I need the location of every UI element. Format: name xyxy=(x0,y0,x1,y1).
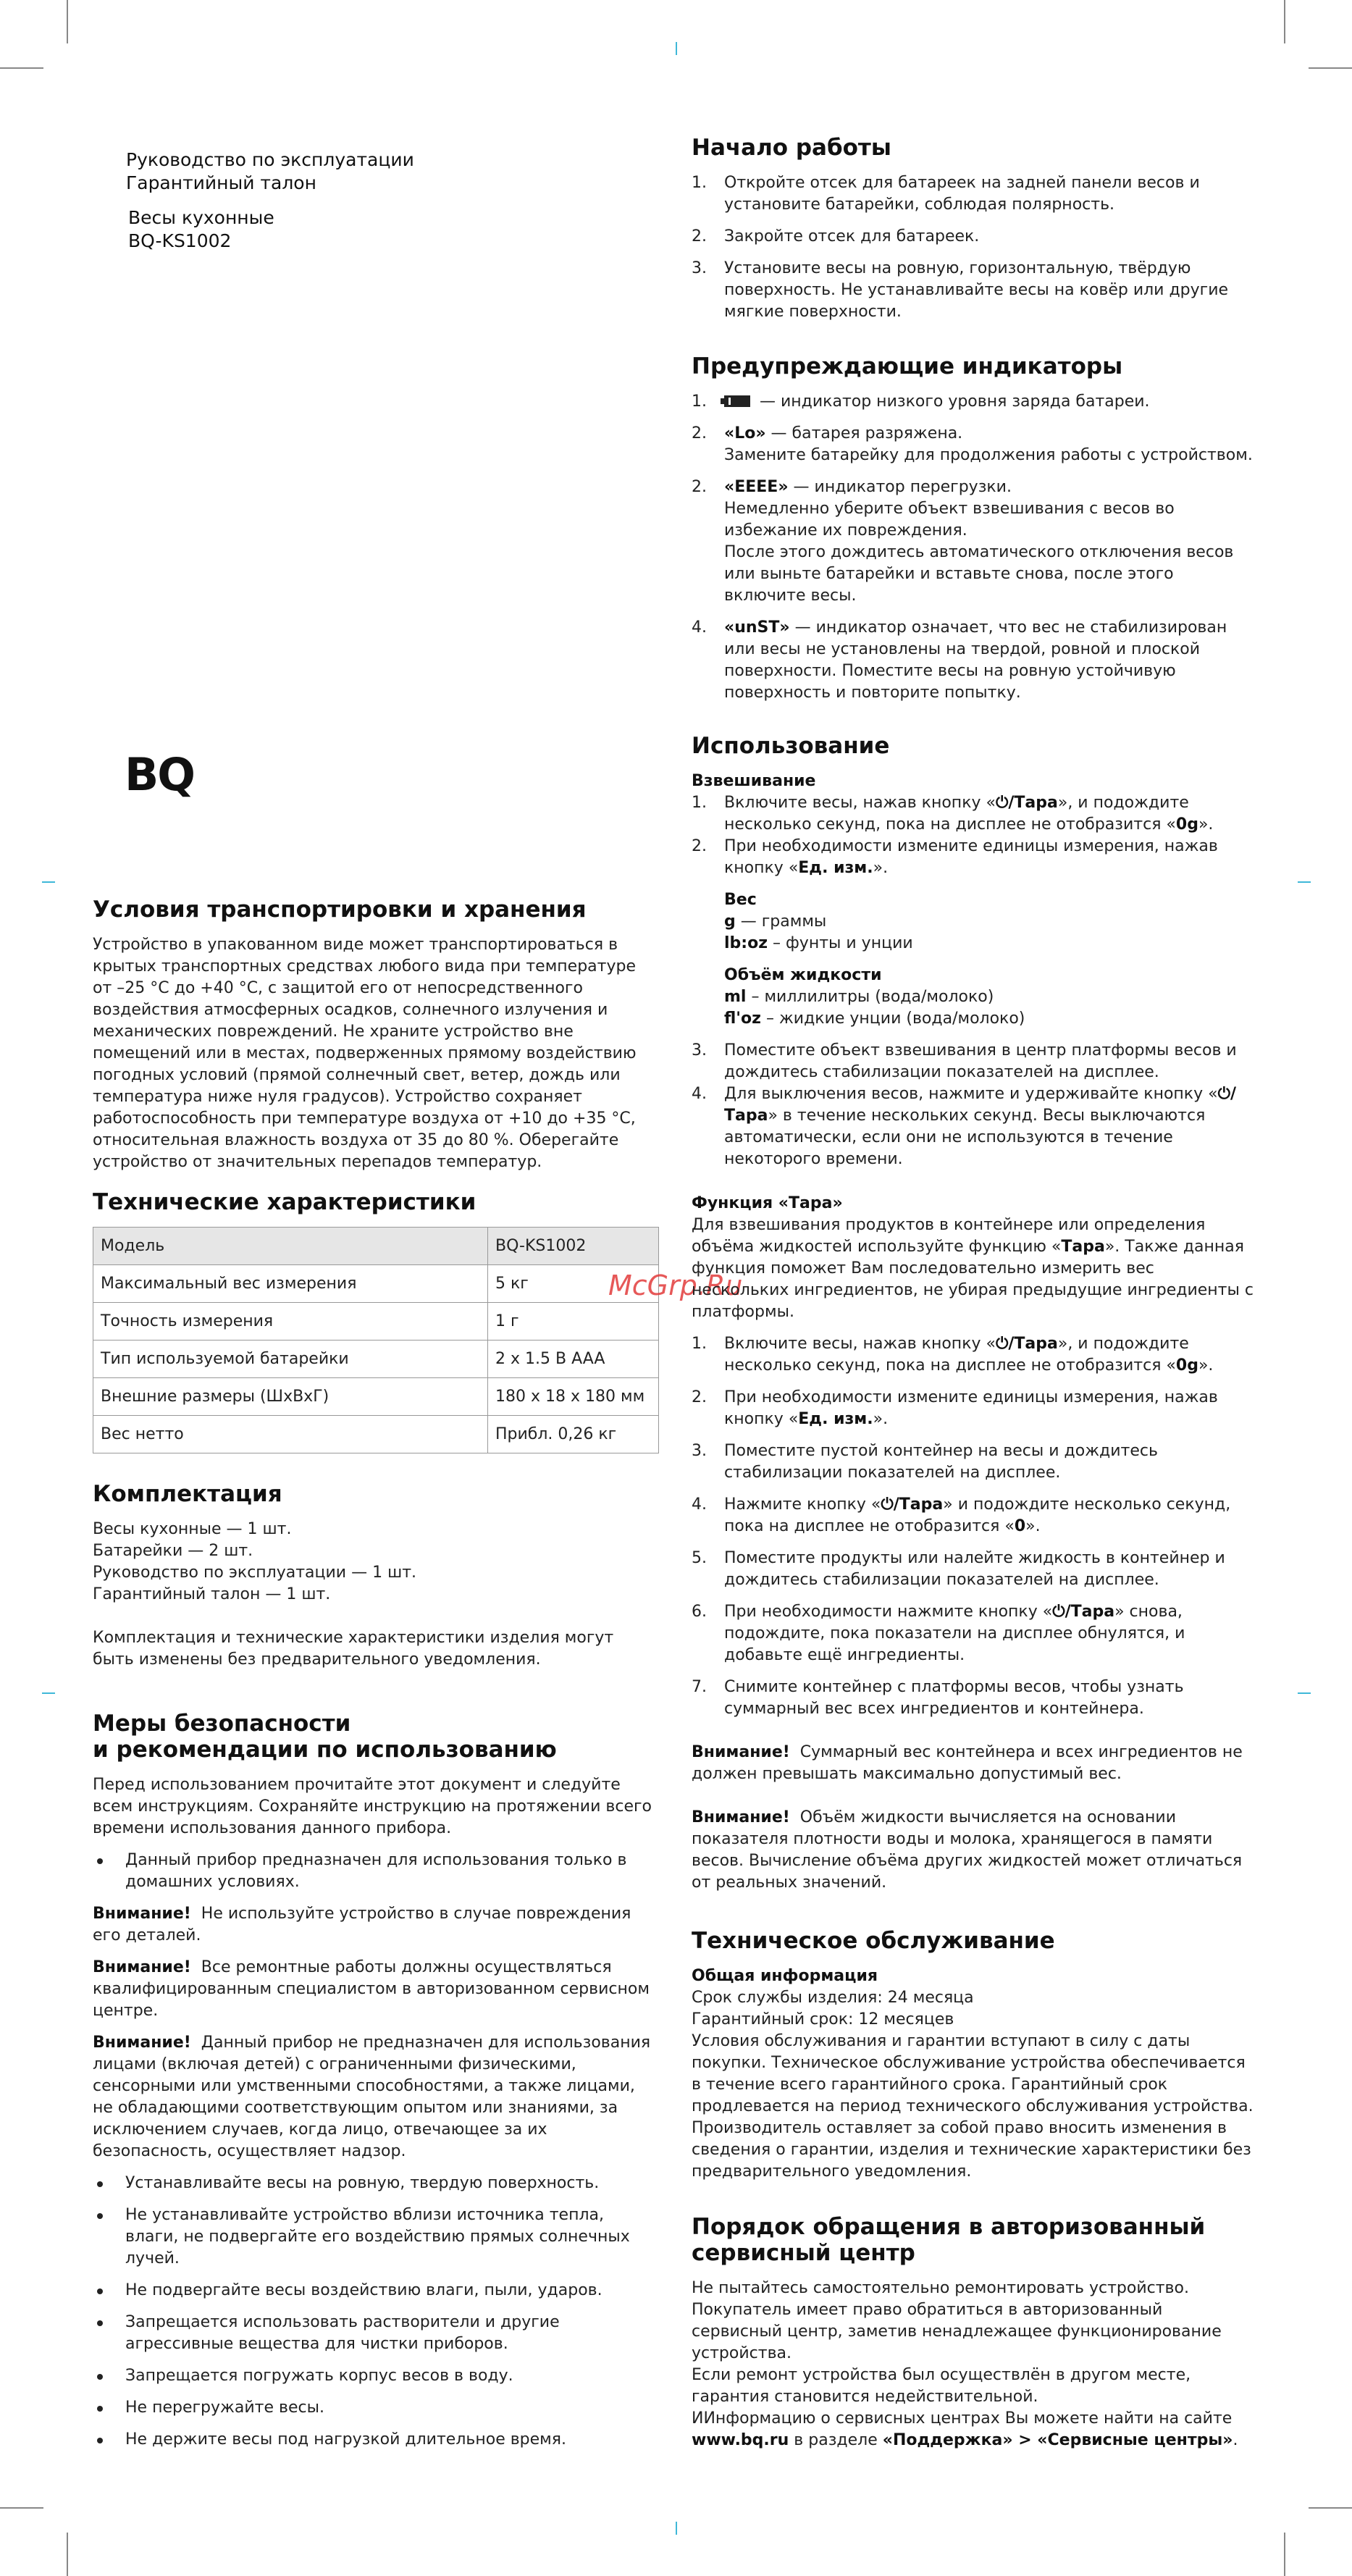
crop-mark xyxy=(1284,2533,1285,2576)
unit-ml: ml – миллилитры (вода/молоко) xyxy=(724,988,994,1006)
service-title: Порядок обращения в авторизованный сервисный центр xyxy=(692,2214,1206,2266)
product-name: Весы кухонные xyxy=(128,207,274,228)
warning-1: Внимание! Не используйте устройство в случае повреждения его деталей. xyxy=(93,1905,631,1944)
list-item: 4. Для выключения весов, нажмите и удерживайте кнопку «⏻/Тара» в течение нескольких секунд. Весы выключаются автоматически, если они не используются в течение некоторого времени. xyxy=(692,1085,1236,1168)
crop-mark xyxy=(67,2533,68,2576)
crop-mark xyxy=(1309,67,1352,69)
fold-mark xyxy=(42,881,55,883)
indicators-title: Предупреждающие индикаторы xyxy=(692,353,1123,379)
list-item: Не устанавливайте устройство вблизи источника тепла, влаги, не подвергайте его воздействию прямых солнечных лучей. xyxy=(93,2204,659,2270)
tara-section xyxy=(692,1193,1256,1894)
transport-title: Условия транспортировки и хранения xyxy=(93,897,587,923)
list-item: 2. При необходимости измените единицы измерения, нажав кнопку «Ед. изм.». xyxy=(692,837,1218,877)
kit-item: Гарантийный талон — 1 шт. xyxy=(93,1585,331,1603)
list-item: 1. Включите весы, нажав кнопку «⏻/Тара», и подождите несколько секунд, пока на дисплее не отобразится «0g». xyxy=(692,1335,1214,1375)
tara-steps xyxy=(692,1333,1256,1720)
fold-mark xyxy=(676,42,677,55)
site-link[interactable]: www.bq.ru xyxy=(692,2431,789,2449)
list-item: Не подвергайте весы воздействию влаги, пыли, ударов. xyxy=(93,2280,659,2302)
doc-subtitle: Гарантийный талон xyxy=(126,172,316,193)
safety-section xyxy=(93,1711,659,2461)
fold-mark xyxy=(1298,1692,1311,1694)
warning-2: Внимание! Все ремонтные работы должны осуществляться квалифицированным специалистом в авторизованном сервисном центре. xyxy=(93,1958,650,2020)
weighing-steps-cont xyxy=(692,1040,1256,1170)
maintenance-text: Срок службы изделия: 24 месяца Гарантийный срок: 12 месяцев Условия обслуживания и гарантии вступают в силу с даты покупки. Техническое обслуживание устройства обеспечивается в течение всего гарантийного срока. Гарантийный срок продлевается на период технического обслуживания устройства. Производитель оставляет за собой право вносить изменения в сведения о гарантии, изделия и технические характеристики без предварительного уведомления. xyxy=(692,1989,1254,2181)
list-item: Не перегружайте весы. xyxy=(93,2397,659,2419)
bullet-icon xyxy=(97,2406,103,2412)
bullet-icon xyxy=(97,2320,103,2326)
bullet-icon xyxy=(97,2288,103,2294)
units-block xyxy=(692,889,1256,1030)
list-item: 4. «unST» — индикатор означает, что вес не стабилизирован или весы не установлены на твердой, ровной и плоской поверхности. Поместите весы на ровную устойчивую поверхность и повторите попытку. xyxy=(692,618,1227,702)
low-battery-icon xyxy=(724,395,750,407)
watermark: McGrp.Ru xyxy=(608,1270,743,1301)
list-item: 1. Включите весы, нажав кнопку «⏻/Тара», и подождите несколько секунд, пока на дисплее не отобразится «0g». xyxy=(692,794,1214,834)
list-item: Данный прибор предназначен для использования только в домашних условиях. xyxy=(93,1850,659,1893)
service-text: Не пытайтесь самостоятельно ремонтировать устройство. Покупатель имеет право обратиться в авторизованный сервисный центр, заметив ненадлежащее функционирование устройства. Если ремонт устройства был осуществлён в другом месте, гарантия становится недействительной. xyxy=(692,2279,1222,2406)
safety-title: Меры безопасности и рекомендации по использованию xyxy=(93,1711,557,1763)
list-item: 1. Откройте отсек для батареек на задней панели весов и установите батарейки, соблюдая полярность. xyxy=(692,174,1200,214)
bullet-icon xyxy=(97,1858,103,1864)
table-row: Точность измерения 1 г xyxy=(93,1303,659,1341)
list-item: 5. Поместите продукты или налейте жидкость в контейнер и дождитесь стабилизации показателей на дисплее. xyxy=(692,1549,1225,1589)
bullet-icon xyxy=(97,2374,103,2380)
fold-mark xyxy=(42,1692,55,1694)
maintenance-subtitle: Общая информация xyxy=(692,1967,878,1985)
list-item: Не держите весы под нагрузкой длительное время. xyxy=(93,2429,659,2451)
fold-mark xyxy=(676,2522,677,2535)
list-item: 3. Установите весы на ровную, горизонтальную, твёрдую поверхность. Не устанавливайте весы на ковёр или другие мягкие поверхности. xyxy=(692,259,1229,321)
list-item: 4. Нажмите кнопку «⏻/Тара» и подождите несколько секунд, пока на дисплее не отобразится «0». xyxy=(692,1495,1231,1535)
tara-note-2: Внимание! Объём жидкости вычисляется на основании показателя плотности воды и молока, хранящегося в памяти весов. Вычисление объёма других жидкостей может отличаться от реальных значений. xyxy=(692,1808,1243,1892)
doc-header xyxy=(126,148,560,195)
usage-section xyxy=(692,733,1256,1180)
product-header xyxy=(128,206,563,253)
unit-lboz: lb:oz – фунты и унции xyxy=(724,934,913,952)
table-row: Вес нетто Прибл. 0,26 кг xyxy=(93,1416,659,1453)
table-row: Внешние размеры (ШxВxГ) 180 x 18 x 180 мм xyxy=(93,1378,659,1416)
maintenance-title: Техническое обслуживание xyxy=(692,1928,1055,1954)
table-row: Максимальный вес измерения 5 кг xyxy=(93,1265,659,1303)
doc-title: Руководство по эксплуатации xyxy=(126,149,414,170)
bullet-icon xyxy=(97,2181,103,2187)
list-item: 1. — индикатор низкого уровня заряда батареи. xyxy=(692,393,1150,411)
crop-mark xyxy=(67,0,68,43)
kit-item: Руководство по эксплуатации — 1 шт. xyxy=(93,1564,417,1582)
weight-units-title: Вес xyxy=(724,891,757,909)
support-section-link[interactable]: «Поддержка» > «Сервисные центры» xyxy=(882,2431,1233,2449)
crop-mark xyxy=(1284,0,1285,43)
specs-section xyxy=(93,1189,659,1453)
unit-g: g — граммы xyxy=(724,912,827,931)
indicators-section xyxy=(692,353,1256,714)
tara-title: Функция «Тара» xyxy=(692,1194,843,1212)
safety-bullets xyxy=(93,2173,659,2451)
list-item: Устанавливайте весы на ровную, твердую поверхность. xyxy=(93,2173,659,2194)
bullet-icon xyxy=(97,2213,103,2219)
table-row: Тип используемой батарейки 2 x 1.5 В AAA xyxy=(93,1341,659,1378)
list-item: 7. Снимите контейнер с платформы весов, чтобы узнать суммарный вес всех ингредиентов и контейнера. xyxy=(692,1678,1184,1718)
service-section xyxy=(692,2214,1256,2451)
warning-3: Внимание! Данный прибор не предназначен для использования лицами (включая детей) с ограниченными физическими, сенсорными или умственными способностями, а также лицами, не обладающими соответствующим опытом или знаниями, за исключением случаев, когда лицо, отвечающее за их безопасность, осуществляет надзор. xyxy=(93,2034,651,2160)
start-title: Начало работы xyxy=(692,135,891,161)
fold-mark xyxy=(1298,881,1311,883)
indicators-list xyxy=(692,391,1256,704)
start-section xyxy=(692,135,1256,333)
crop-mark xyxy=(0,67,43,69)
list-item: 6. При необходимости нажмите кнопку «⏻/Тара» снова, подождите, пока показатели на дисплее обнулятся, и добавьте ещё ингредиенты. xyxy=(692,1603,1185,1664)
list-item: Запрещается погружать корпус весов в воду. xyxy=(93,2365,659,2387)
transport-section xyxy=(93,897,659,1173)
list-item: 2. «EEEE» — индикатор перегрузки. Немедленно уберите объект взвешивания с весов во избежание их повреждения. После этого дождитесь автоматического отключения весов или выньте батарейки и вставьте снова, после этого включите весы. xyxy=(692,478,1234,605)
bq-logo: BQ xyxy=(125,748,194,801)
list-item: 2. Закройте отсек для батареек. xyxy=(692,227,980,246)
safety-list xyxy=(93,1850,659,1893)
list-item: 2. «Lo» — батарея разряжена. Замените батарейку для продолжения работы с устройством. xyxy=(692,424,1253,464)
kit-section xyxy=(93,1481,659,1671)
list-item: 3. Поместите объект взвешивания в центр платформы весов и дождитесь стабилизации показателей на дисплее. xyxy=(692,1041,1237,1081)
crop-mark xyxy=(1309,2507,1352,2509)
start-steps xyxy=(692,172,1256,323)
crop-mark xyxy=(0,2507,43,2509)
list-item: Запрещается использовать растворители и другие агрессивные вещества для чистки приборов. xyxy=(93,2312,659,2355)
maintenance-section xyxy=(692,1928,1256,2183)
kit-note: Комплектация и технические характеристики изделия могут быть изменены без предварительного уведомления. xyxy=(93,1629,614,1669)
weighing-steps xyxy=(692,792,1256,879)
weighing-title: Взвешивание xyxy=(692,772,816,790)
product-model: BQ-KS1002 xyxy=(128,230,232,251)
tara-intro: Для взвешивания продуктов в контейнере или определения объёма жидкостей используйте функцию «Тара». Также данная функция поможет Вам последовательно измерить вес нескольких ингредиентов, не убирая предыдущие ингредиенты с платформы. xyxy=(692,1216,1254,1321)
transport-text: Устройство в упакованном виде может транспортироваться в крытых транспортных средствах любого вида при температуре от –25 °C до +40 °C, с защитой его от непосредственного воздействия атмосферных осадков, солнечного излучения и механических повреждений. Не храните устройство вне помещений или в местах, подверженных прямому воздействию погодных условий (прямой солнечный свет, ветер, дождь или температура ниже нуля градусов). Устройство сохраняет работоспособность при температуре воздуха от +10 до +35 °C, относительная влажность воздуха от 35 до 80 %. Оберегайте устройство от значительных перепадов температур. xyxy=(93,936,637,1171)
bullet-icon xyxy=(97,2438,103,2443)
unit-floz: fl'oz – жидкие унции (вода/молоко) xyxy=(724,1010,1025,1028)
specs-title: Технические характеристики xyxy=(93,1189,476,1215)
table-row: Модель BQ-KS1002 xyxy=(93,1228,659,1265)
list-item: 3. Поместите пустой контейнер на весы и дождитесь стабилизации показателей на дисплее. xyxy=(692,1442,1158,1482)
usage-title: Использование xyxy=(692,733,890,759)
kit-title: Комплектация xyxy=(93,1481,282,1507)
kit-item: Весы кухонные — 1 шт. xyxy=(93,1520,292,1538)
service-info: ИИнформацию о сервисных центрах Вы можете найти на сайте www.bq.ru в разделе «Поддержка» > «Сервисные центры». xyxy=(692,2409,1238,2449)
tara-note-1: Внимание! Суммарный вес контейнера и всех ингредиентов не должен превышать максимально допустимый вес. xyxy=(692,1743,1243,1783)
safety-intro: Перед использованием прочитайте этот документ и следуйте всем инструкциям. Сохраняйте инструкцию на протяжении всего времени использования данного прибора. xyxy=(93,1776,652,1837)
list-item: 2. При необходимости измените единицы измерения, нажав кнопку «Ед. изм.». xyxy=(692,1388,1218,1428)
volume-units-title: Объём жидкости xyxy=(724,966,882,984)
specs-table xyxy=(93,1227,659,1453)
kit-item: Батарейки — 2 шт. xyxy=(93,1542,253,1560)
